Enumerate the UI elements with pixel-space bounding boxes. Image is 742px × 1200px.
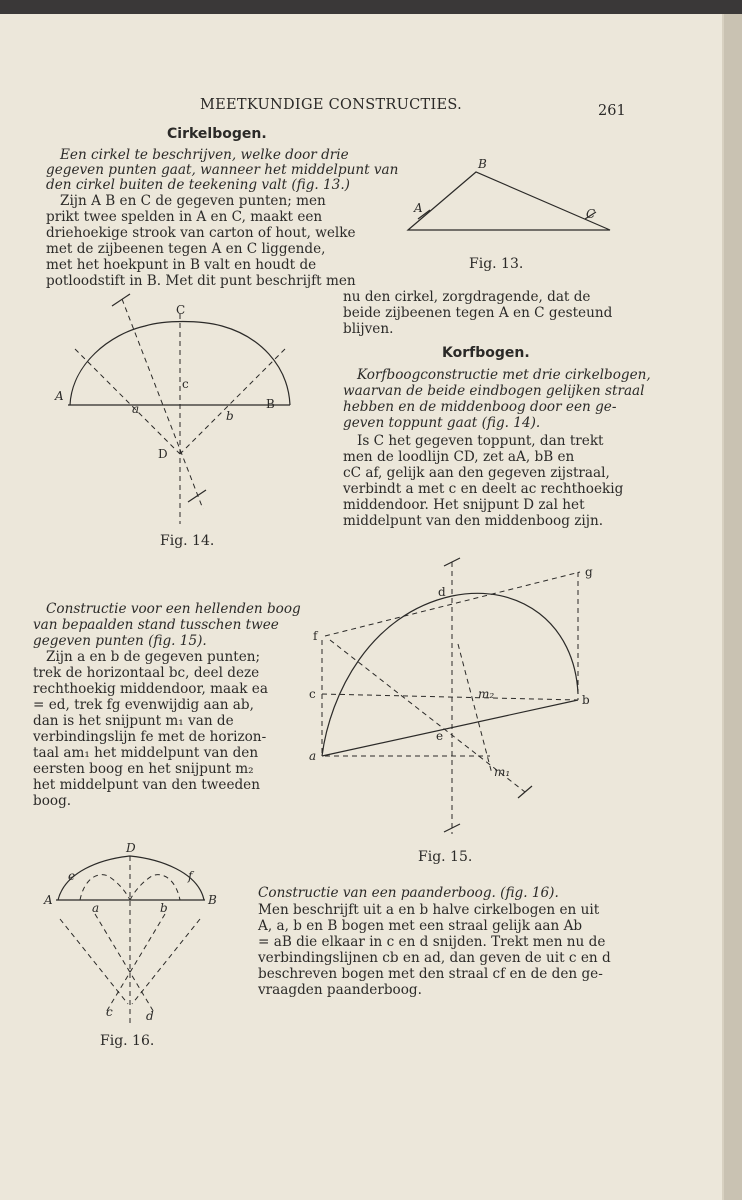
fig14-label: B xyxy=(266,397,275,411)
text-line: dan is het snijpunt m₁ van de xyxy=(33,713,234,729)
section-heading-korfbogen: Korfbogen. xyxy=(442,345,530,361)
text-line: Is C het gegeven toppunt, dan trekt xyxy=(357,433,604,449)
text-line: beschreven bogen met den straal cf en de den ge- xyxy=(258,966,603,982)
fig16-diagram xyxy=(43,841,217,1024)
fig16-label: c xyxy=(106,1005,113,1019)
fig14-label: A xyxy=(55,389,64,403)
text-line: nu den cirkel, zorgdragende, dat de xyxy=(343,289,591,305)
text-line: potloodstift in B. Met dit punt beschrijft men xyxy=(46,273,356,289)
fig15-label: d xyxy=(438,585,446,599)
fig14-label: a xyxy=(132,402,140,416)
text-line: waarvan de beide eindbogen gelijken straal xyxy=(343,383,645,399)
fig13-label: A xyxy=(414,201,423,215)
fig16-label: b xyxy=(160,901,168,915)
page-number: 261 xyxy=(598,103,626,119)
text-line: driehoekige strook van carton of hout, welke xyxy=(46,225,356,241)
text-line: gegeven punten gaat, wanneer het middelpunt van xyxy=(46,162,399,178)
fig15-label: f xyxy=(313,629,318,643)
text-line: rechthoekig middendoor, maak ea xyxy=(33,681,268,697)
text-line: den cirkel buiten de teekening valt (fig. 13.) xyxy=(46,177,350,193)
text-line: Een cirkel te beschrijven, welke door drie xyxy=(60,147,349,163)
text-line: Zijn A B en C de gegeven punten; men xyxy=(60,193,326,209)
fig16-label: A xyxy=(44,893,53,907)
section-heading-cirkelbogen: Cirkelbogen. xyxy=(167,126,267,142)
fig16-label: B xyxy=(208,893,217,907)
text-line: Korfboogconstructie met drie cirkelbogen, xyxy=(357,367,651,383)
fig15-label: g xyxy=(585,565,593,579)
text-line: prikt twee spelden in A en C, maakt een xyxy=(46,209,323,225)
fig16-label: a xyxy=(92,901,100,915)
text-line: het middelpunt van den tweeden xyxy=(33,777,260,793)
text-line: = ed, trek fg evenwijdig aan ab, xyxy=(33,697,254,713)
text-line: verbindt a met c en deelt ac rechthoekig xyxy=(343,481,624,497)
text-line: verbindingslijnen cb en ad, dan geven de uit c en d xyxy=(258,950,611,966)
text-line: eersten boog en het snijpunt m₂ xyxy=(33,761,254,777)
fig14-diagram xyxy=(54,294,290,524)
fig16-label: e xyxy=(68,869,76,883)
fig15-diagram xyxy=(309,558,593,834)
text-line: geven toppunt gaat (fig. 14). xyxy=(343,415,541,431)
fig14-label: D xyxy=(158,447,168,461)
fig13-label: C xyxy=(586,207,596,221)
text-line: Zijn a en b de gegeven punten; xyxy=(46,649,261,665)
text-line: van bepaalden stand tusschen twee xyxy=(33,617,279,633)
fig14-label: c xyxy=(182,377,189,391)
fig16-label: f xyxy=(188,869,193,883)
fig15-label: c xyxy=(309,687,316,701)
fig13-caption: Fig. 13. xyxy=(469,256,524,272)
fig16-caption: Fig. 16. xyxy=(100,1033,155,1049)
text-line: A, a, b en B bogen met een straal gelijk aan Ab xyxy=(258,918,583,934)
text-line: trek de horizontaal bc, deel deze xyxy=(33,665,260,681)
fig15-label: a xyxy=(309,749,317,763)
fig15-label: e xyxy=(436,729,444,743)
fig14-label: C xyxy=(176,303,186,317)
running-header: MEETKUNDIGE CONSTRUCTIES. xyxy=(200,97,463,113)
text-line: middelpunt van den middenboog zijn. xyxy=(343,513,604,529)
fig15-caption: Fig. 15. xyxy=(418,849,473,865)
fig15-label: b xyxy=(582,693,590,707)
text-line: blijven. xyxy=(343,321,394,337)
text-line: verbindingslijn fe met de horizon- xyxy=(33,729,267,745)
text-line: beide zijbeenen tegen A en C gesteund xyxy=(343,305,613,321)
text-line: cC af, gelijk aan den gegeven zijstraal, xyxy=(343,465,610,481)
text-line: Men beschrijft uit a en b halve cirkelbogen en uit xyxy=(258,902,600,918)
text-line: men de loodlijn CD, zet aA, bB en xyxy=(343,449,575,465)
fig16-label: D xyxy=(126,841,136,855)
text-line: boog. xyxy=(33,793,72,809)
text-line: taal am₁ het middelpunt van den xyxy=(33,745,259,761)
fig13-label: B xyxy=(478,157,487,171)
fig16-label: d xyxy=(146,1009,154,1023)
fig14-label: b xyxy=(226,409,234,423)
paanderboog-intro: Constructie van een paanderboog. (fig. 16). xyxy=(258,885,559,901)
fig15-label: m₁ xyxy=(494,765,511,779)
page-edge xyxy=(722,14,742,1200)
text-line: hebben en de middenboog door een ge- xyxy=(343,399,617,415)
fig13-triangle xyxy=(408,157,610,230)
figures-layer xyxy=(0,14,722,1200)
fig14-caption: Fig. 14. xyxy=(160,533,215,549)
text-line: met het hoekpunt in B valt en houdt de xyxy=(46,257,317,273)
text-line: = aB die elkaar in c en d snijden. Trekt men nu de xyxy=(258,934,606,950)
text-line: met de zijbeenen tegen A en C liggende, xyxy=(46,241,326,257)
text-line: Constructie voor een hellenden boog xyxy=(46,601,301,617)
book-page xyxy=(0,14,722,1200)
text-line: vraagden paanderboog. xyxy=(258,982,422,998)
text-line: gegeven punten (fig. 15). xyxy=(33,633,207,649)
text-line: middendoor. Het snijpunt D zal het xyxy=(343,497,585,513)
fig15-label: m₂ xyxy=(478,687,495,701)
